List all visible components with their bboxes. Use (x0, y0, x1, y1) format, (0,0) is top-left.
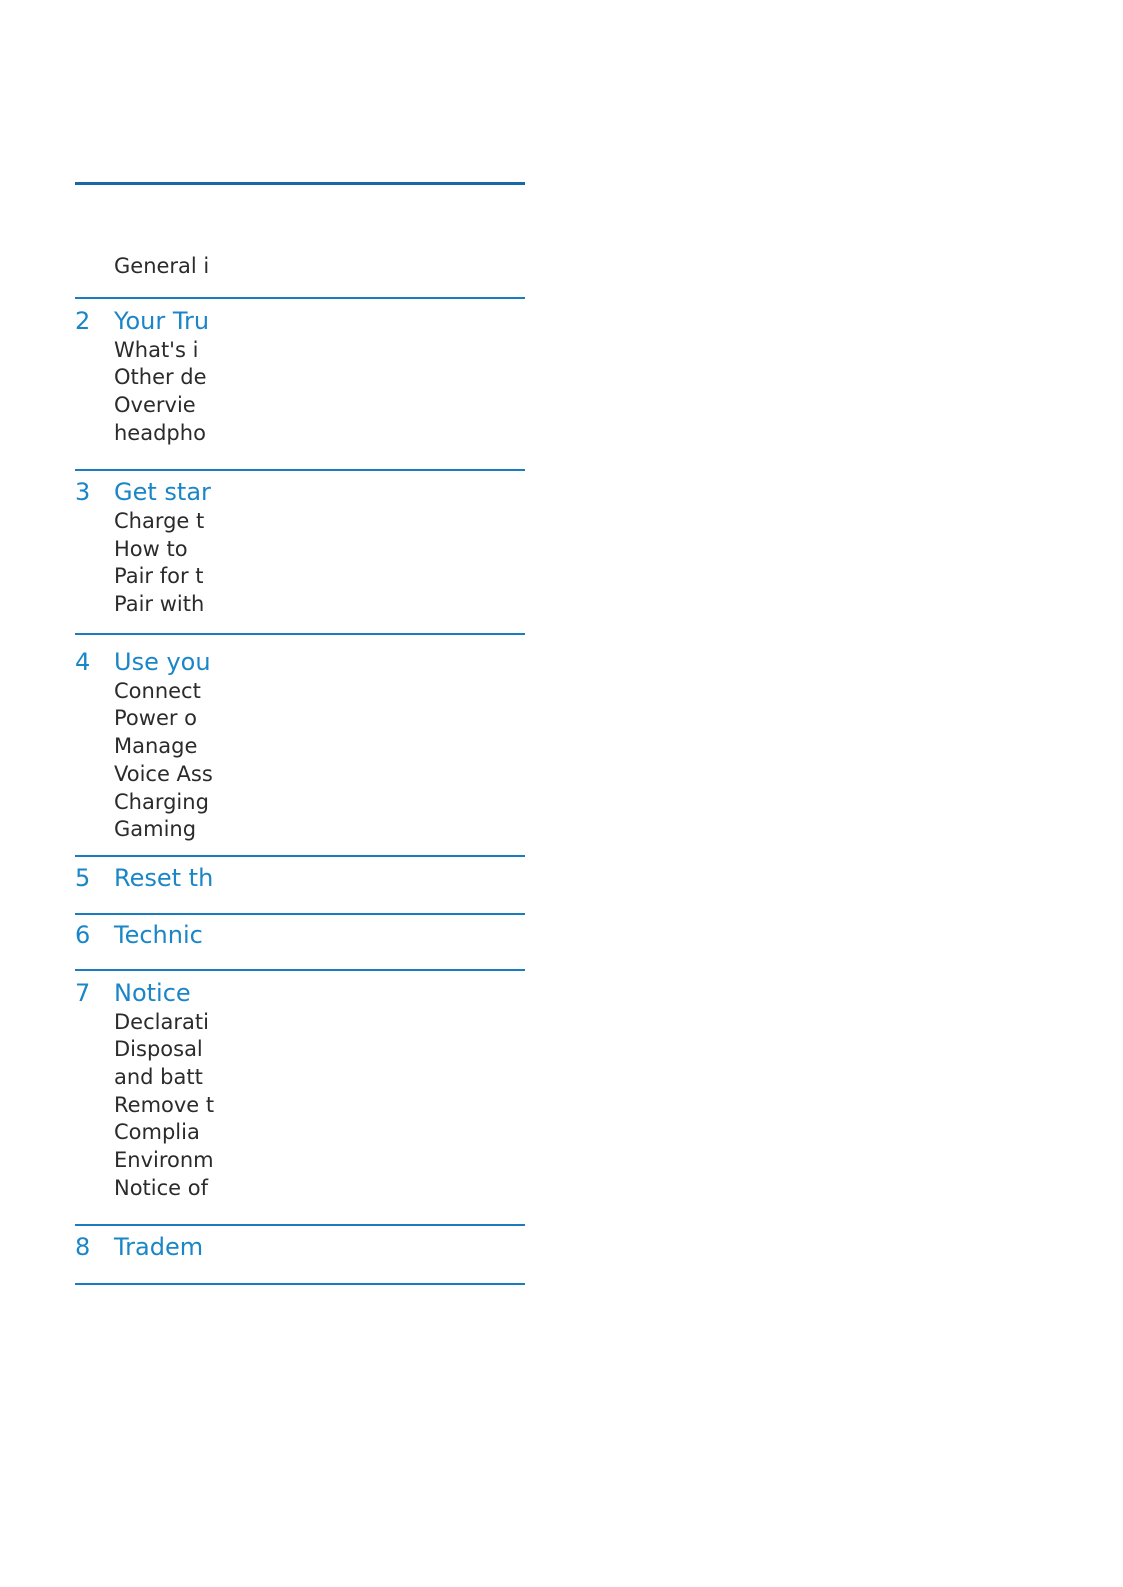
toc-item[interactable]: Pair with (114, 592, 205, 616)
section-divider (75, 297, 525, 299)
toc-item[interactable]: and batt (114, 1065, 203, 1089)
toc-section-title[interactable]: Reset th (114, 864, 214, 892)
toc-section-number: 3 (75, 478, 91, 506)
section-divider (75, 469, 525, 471)
toc-section-number: 5 (75, 864, 91, 892)
toc-item[interactable]: How to (114, 537, 188, 561)
toc-item[interactable]: Complia (114, 1120, 200, 1144)
section-divider (75, 913, 525, 915)
toc-item[interactable]: headpho (114, 421, 206, 445)
toc-section-number: 7 (75, 979, 91, 1007)
toc-section-title[interactable]: Technic (114, 921, 203, 949)
toc-item-general[interactable]: General i (114, 254, 210, 278)
toc-item[interactable]: Environm (114, 1148, 214, 1172)
toc-item[interactable]: Voice Ass (114, 762, 213, 786)
toc-item[interactable]: Disposal (114, 1037, 203, 1061)
toc-item[interactable]: Power o (114, 706, 198, 730)
toc-item[interactable]: Overvie (114, 393, 196, 417)
section-divider (75, 969, 525, 971)
toc-section-number: 8 (75, 1233, 91, 1261)
toc-section-number: 4 (75, 648, 91, 676)
toc-item[interactable]: Gaming (114, 817, 197, 841)
toc-section-title[interactable]: Your Tru (114, 307, 210, 335)
section-divider (75, 855, 525, 857)
toc-item[interactable]: Pair for t (114, 564, 204, 588)
toc-section-number: 2 (75, 307, 91, 335)
toc-item[interactable]: Charging (114, 790, 209, 814)
toc-item[interactable]: Declarati (114, 1010, 209, 1034)
toc-section-title[interactable]: Get star (114, 478, 211, 506)
toc-item[interactable]: Notice of (114, 1176, 209, 1200)
toc-section-title[interactable]: Tradem (114, 1233, 204, 1261)
header-rule (75, 182, 525, 185)
toc-item[interactable]: Other de (114, 365, 207, 389)
toc-item[interactable]: What's i (114, 338, 199, 362)
toc-item[interactable]: Charge t (114, 509, 205, 533)
toc-section-title[interactable]: Use you (114, 648, 211, 676)
toc-item[interactable]: Connect (114, 679, 201, 703)
section-divider (75, 1283, 525, 1285)
toc-section-number: 6 (75, 921, 91, 949)
section-divider (75, 633, 525, 635)
toc-item[interactable]: Manage (114, 734, 198, 758)
toc-section-title[interactable]: Notice (114, 979, 191, 1007)
section-divider (75, 1224, 525, 1226)
toc-item[interactable]: Remove t (114, 1093, 215, 1117)
